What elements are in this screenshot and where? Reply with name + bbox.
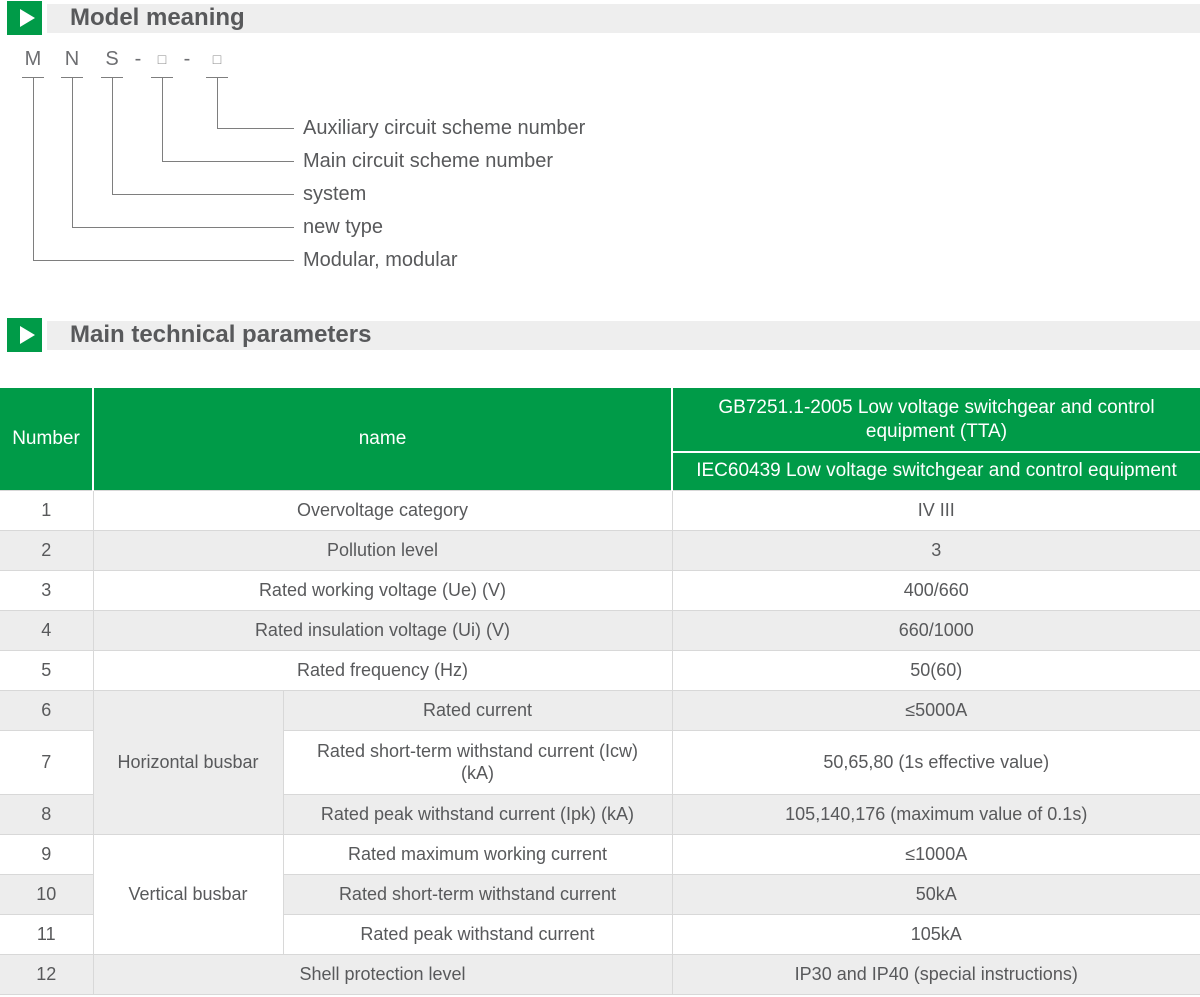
section-marker [7,318,42,352]
section-title: Model meaning [70,4,245,31]
param-value-cell: 3 [672,530,1200,570]
model-code-hyphen: - [134,48,142,70]
busbar-group-cell-vertical: Vertical busbar [93,834,283,954]
param-value-cell: 105kA [672,914,1200,954]
header-standard-iec: IEC60439 Low voltage switchgear and control equipment [672,452,1200,490]
param-name-cell: Rated maximum working current [283,834,672,874]
param-name-cell: Rated insulation voltage (Ui) (V) [93,610,672,650]
model-code-char-m: M [24,48,42,70]
model-label-main: Main circuit scheme number [303,150,554,172]
row-number-cell: 5 [0,650,93,690]
param-name-cell: Rated peak withstand current [283,914,672,954]
param-value-cell: IV III [672,490,1200,530]
table-header [0,388,1200,490]
row-number-cell: 12 [0,954,93,994]
row-number-cell: 3 [0,570,93,610]
param-name-cell: Rated current [283,690,672,730]
param-value-cell: ≤1000A [672,834,1200,874]
header-standard-gb: GB7251.1-2005 Low voltage switchgear and control equipment (TTA) [672,388,1200,452]
row-number-cell: 7 [0,730,93,794]
table-row [0,490,1200,530]
param-value-cell: IP30 and IP40 (special instructions) [672,954,1200,994]
param-name-cell: Rated working voltage (Ue) (V) [93,570,672,610]
param-name-cell [283,730,672,794]
param-value-cell: 50kA [672,874,1200,914]
param-value-cell: 660/1000 [672,610,1200,650]
param-value-cell: 50(60) [672,650,1200,690]
param-name-cell: Rated short-term withstand current [283,874,672,914]
table-row [0,834,1200,874]
table-row [0,530,1200,570]
param-value-cell: 400/660 [672,570,1200,610]
section-title: Main technical parameters [70,321,372,348]
play-icon [20,9,35,27]
row-number-cell: 8 [0,794,93,834]
connector-line-modular [33,77,294,261]
row-number-cell: 2 [0,530,93,570]
model-code-char-s: S [105,48,119,70]
header-number: Number [0,388,93,490]
table-row [0,610,1200,650]
table-row [0,650,1200,690]
placeholder-box-icon: □ [212,51,222,67]
section-header-model-meaning [0,1,1200,35]
model-code-diagram [0,40,720,290]
model-label-system: system [303,183,367,205]
param-name-cell: Pollution level [93,530,672,570]
row-number-cell: 9 [0,834,93,874]
section-marker [7,1,42,35]
param-name-cell: Rated frequency (Hz) [93,650,672,690]
param-value-cell: 50,65,80 (1s effective value) [672,730,1200,794]
model-label-aux: Auxiliary circuit scheme number [303,117,586,139]
row-number-cell: 4 [0,610,93,650]
header-name: name [93,388,672,490]
play-icon [20,326,35,344]
table-row [0,954,1200,994]
busbar-group-cell-horizontal: Horizontal busbar [93,690,283,834]
placeholder-box-icon: □ [157,51,167,67]
section-header-main-technical-parameters [0,318,1200,352]
row-number-cell: 6 [0,690,93,730]
param-name-cell: Shell protection level [93,954,672,994]
model-code-hyphen: - [183,48,191,70]
table-header-row [0,388,1200,452]
model-label-modular: Modular, modular [303,249,458,271]
row-number-cell: 10 [0,874,93,914]
model-label-newtype: new type [303,216,384,238]
param-name-cell: Overvoltage category [93,490,672,530]
param-name-text: Rated short-term withstand current (Icw) (kA) [316,741,639,783]
table-row [0,690,1200,730]
param-name-cell: Rated peak withstand current (Ipk) (kA) [283,794,672,834]
table-row [0,570,1200,610]
model-code-char-n: N [64,48,80,70]
row-number-cell: 11 [0,914,93,954]
param-value-cell: 105,140,176 (maximum value of 0.1s) [672,794,1200,834]
parameters-table [0,388,1200,995]
param-value-cell: ≤5000A [672,690,1200,730]
row-number-cell: 1 [0,490,93,530]
